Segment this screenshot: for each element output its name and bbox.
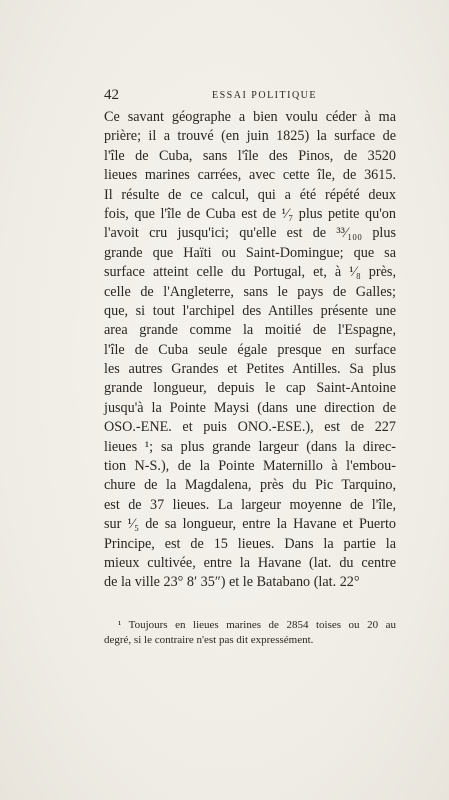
text-line: jusqu'à la Pointe Maysi (dans une direction de [104, 399, 396, 416]
text-line: de la ville 23° 8′ 35″) et le Batabano (lat. 22° [104, 574, 360, 591]
text-line: tion N-S.), de la Pointe Maternillo à l'embou- [104, 458, 396, 475]
text-line: sur ¹⁄₅ de sa longueur, entre la Havane et Puerto [104, 516, 396, 533]
text-line: lieues ¹; sa plus grande largeur (dans la direc- [104, 438, 396, 455]
text-line: Principe, est de 15 lieues. Dans la partie la [104, 535, 396, 552]
text-line: que, si tout l'archipel des Antilles présente une [104, 302, 396, 319]
text-line: celle de l'Angleterre, sans le pays de Galles; [104, 283, 396, 300]
body-text [104, 108, 396, 593]
text-line: grande que Haïti ou Saint-Domingue; que sa [104, 244, 396, 261]
text-line: l'île de Cuba seule égale presque en surface [104, 341, 396, 358]
footnotes [104, 618, 396, 648]
running-head: ESSAI POLITIQUE [212, 90, 317, 101]
text-line: grande longueur, depuis le cap Saint-Antoine [104, 380, 396, 397]
text-line: surface atteint celle du Portugal, et, à ¹⁄₈ près, [104, 264, 396, 281]
page-header [104, 87, 404, 105]
page-number: 42 [104, 87, 119, 103]
text-line: chure de la Magdalena, près du Pic Tarquino, [104, 477, 396, 494]
text-line: les autres Grandes et Petites Antilles. Sa plus [104, 361, 396, 378]
text-line: area grande comme la moitié de l'Espagne, [104, 322, 396, 339]
footnote-line: degré, si le contraire n'est pas dit expressément. [104, 634, 314, 646]
text-line: l'île de Cuba, sans l'île des Pinos, de 3520 [104, 147, 396, 164]
text-line: fois, que l'île de Cuba est de ¹⁄₇ plus petite qu'on [104, 205, 396, 222]
text-line: l'avoit cru jusqu'ici; qu'elle est de ³³⁄₁₀₀ plus [104, 225, 396, 242]
text-line: lieues marines carrées, avec cette île, de 3615. [104, 167, 396, 184]
text-line: OSO.-ENE. et puis ONO.-ESE.), est de 227 [104, 419, 396, 436]
text-line: prière; il a trouvé (en juin 1825) la surface de [104, 128, 396, 145]
text-line: Il résulte de ce calcul, qui a été répété deux [104, 186, 396, 203]
footnote-line: ¹ Toujours en lieues marines de 2854 toises ou 20 au [118, 619, 396, 631]
text-line: Ce savant géographe a bien voulu céder à ma [104, 109, 396, 125]
text-line: est de 37 lieues. La largeur moyenne de l'île, [104, 496, 396, 513]
text-line: mieux cultivée, entre la Havane (lat. du centre [104, 554, 396, 571]
